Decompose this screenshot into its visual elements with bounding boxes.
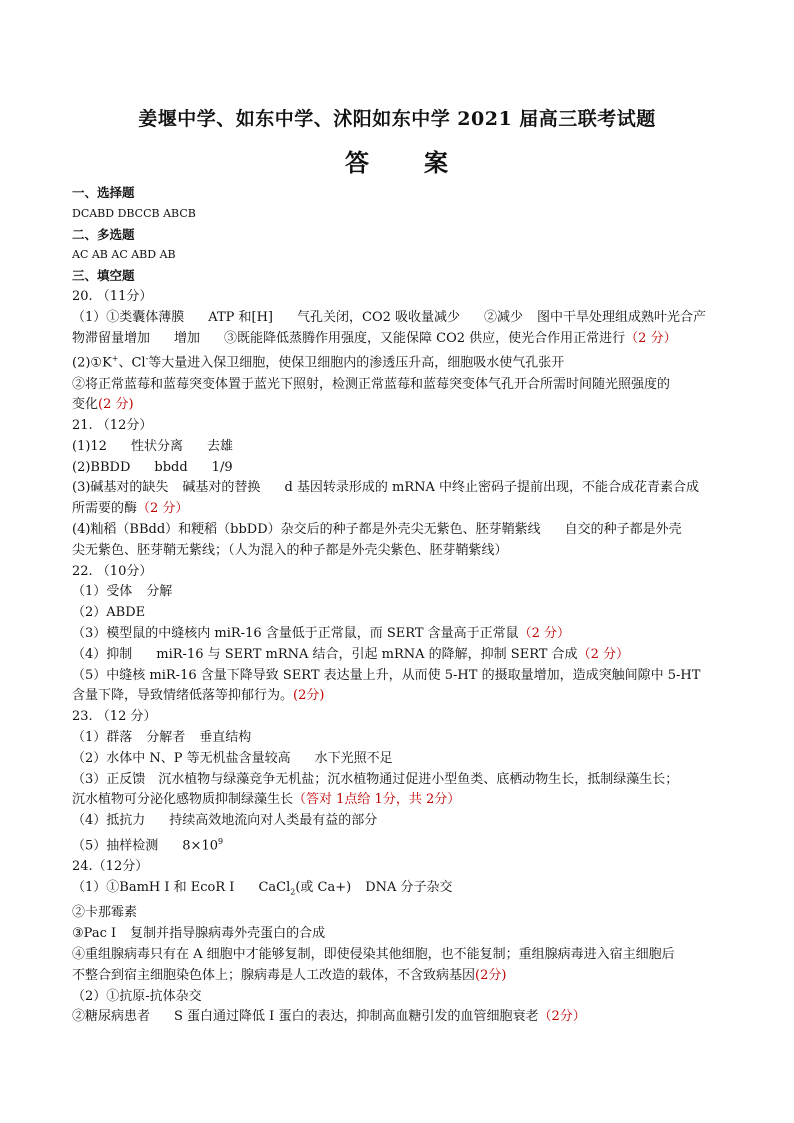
score-note: （2 分） [577,646,629,662]
q24-line-6: （2）①抗原-抗体杂交 [72,988,202,1004]
q20-line-1: （1）①类囊体薄膜 ATP 和[H] 气孔关闭，CO2 吸收量减少 ②减少 图中干旱处理组成熟叶光合产 [72,309,707,325]
q20-line-2: 物滞留量增加 增加 ③既能降低蒸腾作用强度，又能保障 CO2 供应，使光合作用正常进行（2 分） [72,330,677,346]
q20-line-5: 变化(2 分) [72,397,134,413]
page-subtitle [0,143,794,178]
q21-line-2: (2)BBDD bbdd 1/9 [72,459,233,475]
section-heading-multi: 二、多选题 [72,226,135,242]
answer-body [72,183,732,1028]
score-note: （2 分） [625,330,677,346]
q22-line-4: （4）抑制 miR-16 与 SERT mRNA 结合，引起 mRNA 的降解，抑制 SERT 合成（2 分） [72,646,629,662]
q22-line-5: （5）中缝核 miR-16 含量下降导致 SERT 表达量上升，从而使 5-HT 的摄取量增加，造成突触间隙中 5-HT [72,667,701,683]
choice-answers: DCABD DBCCB ABCB [72,206,196,220]
score-note: (2分) [293,688,325,704]
q24-line-1: （1）①BamH I 和 EcoR I CaCl$_2$(或 Ca+) DNA 分子杂交 [72,879,453,897]
q22-line-2: （2）ABDE [72,605,146,621]
q22-line-1: （1）受体 分解 [72,584,173,600]
q21-line-1: (1)12 性状分离 去雄 [72,438,233,454]
q23-line-6: （5）抽样检测 $8\times 10^9$ [72,837,224,854]
score-note: (2 分) [98,397,134,413]
q24-line-4: ④重组腺病毒只有在 A 细胞中才能够复制，即使侵染其他细胞，也不能复制；重组腺病毒进入宿主细胞后 [72,946,675,962]
section-heading-fill: 三、填空题 [72,268,135,284]
q24-line-2: ②卡那霉素 [72,905,138,921]
q23-line-2: （2）水体中 N、P 等无机盐含量较高 水下光照不足 [72,750,393,766]
multi-answers: AC AB AC ABD AB [72,248,176,262]
q23-line-3: （3）正反馈 沉水植物与绿藻竞争无机盐；沉水植物通过促进小型鱼类、底栖动物生长，抵制绿藻生长； [72,771,679,787]
score-note: （答对 1点给 1分，共 2分） [293,792,461,808]
subtitle-char-2: 案 [424,148,449,177]
score-note: （2 分） [518,626,571,642]
q22-line-3: （3）模型鼠的中缝核内 miR-16 含量低于正常鼠，而 SERT 含量高于正常鼠（2 分） [72,626,571,642]
q24-line-7: ②糖尿病患者 S 蛋白通过降低 I 蛋白的表达，抑制高血糖引发的血管细胞衰老（2分） [72,1009,586,1025]
score-note: (2分) [475,967,507,983]
q21-line-6: 尖无紫色、胚芽鞘无紫线；（人为混入的种子都是外壳尖紫色、胚芽鞘紫线） [72,542,508,558]
q22-heading: 22. （10分） [72,563,153,579]
q21-line-4: 所需要的酶（2 分） [72,501,189,517]
q21-heading: 21. （12分） [72,418,153,434]
q23-heading: 23. （12 分） [72,709,157,725]
section-heading-choice: 一、选择题 [72,185,135,200]
q22-line-6: 含量下降，导致情绪低落等抑郁行为。(2分) [72,688,325,704]
q24-line-5: 不整合到宿主细胞染色体上；腺病毒是人工改造的载体，不含致病基因(2分) [72,967,507,983]
score-note: （2 分） [137,501,189,517]
q20-line-3: (2)①K+、Cl-等大量进入保卫细胞，使保卫细胞内的渗透压升高，细胞吸水使气孔张开 [72,354,565,371]
q24-line-3: ③Pac I 复制并指导腺病毒外壳蛋白的合成 [72,926,326,942]
q23-line-4: 沉水植物可分泌化感物质抑制绿藻生长（答对 1点给 1分，共 2分） [72,792,461,808]
q20-line-4: ②将正常蓝莓和蓝莓突变体置于蓝光下照射，检测正常蓝莓和蓝莓突变体气孔开合所需时间随光照强度的 [72,376,671,392]
q23-line-1: （1）群落 分解者 垂直结构 [72,730,252,746]
q21-line-5: (4)籼稻（BBdd）和粳稻（bbDD）杂交后的种子都是外壳尖无紫色、胚芽鞘紫线 自交的种子都是外壳 [72,522,682,538]
q24-heading: 24.（12分） [72,859,149,875]
q21-line-3: (3)碱基对的缺失 碱基对的替换 d 基因转录形成的 mRNA 中终止密码子提前出现，不能合成花青素合成 [72,480,700,496]
score-note: （2分） [538,1009,586,1025]
q23-line-5: （4）抵抗力 持续高效地流向对人类最有益的部分 [72,813,378,829]
subtitle-char-1: 答 [345,148,370,177]
q20-heading: 20. （11分） [72,288,153,304]
page-title: 姜堰中学、如东中学、沭阳如东中学 2021 届高三联考试题 [138,108,656,130]
